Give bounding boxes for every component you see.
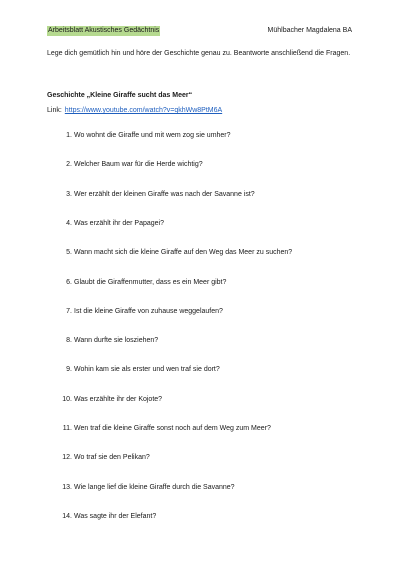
youtube-link[interactable]: https://www.youtube.com/watch?v=qkhWw8PtM6A	[64, 107, 223, 114]
story-link-line	[47, 106, 222, 116]
worksheet-title: Arbeitsblatt Akustisches Gedächtnis	[48, 27, 160, 34]
question-number: 2.	[66, 161, 72, 169]
question-text: Was sagte ihr der Elefant?	[74, 512, 157, 520]
link-label: Link:	[47, 107, 62, 114]
question-item	[59, 248, 359, 258]
question-text: Glaubt die Giraffenmutter, dass es ein Meer gibt?	[74, 278, 227, 286]
question-item	[59, 453, 359, 463]
question-item	[59, 365, 359, 375]
question-number: 1.	[66, 132, 72, 139]
question-item	[59, 512, 359, 522]
author-name: Mühlbacher Magdalena BA	[267, 27, 352, 34]
question-item	[59, 190, 359, 200]
page-header	[47, 26, 352, 36]
question-number: 13.	[62, 483, 72, 491]
question-number: 11.	[62, 425, 72, 432]
question-text: Wen traf die kleine Giraffe sonst noch auf dem Weg zum Meer?	[74, 425, 271, 432]
question-number: 5.	[66, 249, 72, 257]
question-item	[59, 131, 359, 141]
story-title: Geschichte „Kleine Giraffe sucht das Meer“	[47, 92, 193, 99]
question-number: 4.	[66, 219, 72, 227]
question-item	[59, 160, 359, 170]
question-number: 14.	[62, 512, 72, 520]
question-text: Wo wohnt die Giraffe und mit wem zog sie umher?	[74, 132, 231, 139]
question-text: Wann durfte sie losziehen?	[74, 337, 159, 345]
question-item	[59, 219, 359, 229]
question-number: 12.	[62, 454, 72, 462]
question-text: Wohin kam sie als erster und wen traf sie dort?	[74, 366, 220, 374]
question-item	[59, 278, 359, 288]
question-text: Wer erzählt der kleinen Giraffe was nach der Savanne ist?	[74, 190, 255, 198]
question-number: 6.	[66, 278, 72, 286]
question-text: Wie lange lief die kleine Giraffe durch die Savanne?	[74, 483, 235, 491]
question-item	[59, 307, 359, 317]
instructions-text: Lege dich gemütlich hin und höre der Geschichte genau zu. Beantworte anschließend die Fragen.	[47, 50, 351, 57]
question-item	[59, 424, 359, 434]
question-item	[59, 336, 359, 346]
question-text: Ist die kleine Giraffe von zuhause weggelaufen?	[74, 307, 223, 315]
question-number: 8.	[66, 337, 72, 345]
question-number: 9.	[66, 366, 72, 374]
question-text: Welcher Baum war für die Herde wichtig?	[74, 161, 203, 169]
question-text: Was erzählte ihr der Kojote?	[74, 395, 163, 403]
question-number: 10.	[62, 395, 72, 403]
question-item	[59, 395, 359, 405]
question-text: Was erzählt ihr der Papagei?	[74, 219, 165, 227]
question-text: Wo traf sie den Pelikan?	[74, 454, 150, 462]
question-number: 7.	[66, 307, 72, 315]
question-number: 3.	[66, 190, 72, 198]
question-text: Wann macht sich die kleine Giraffe auf den Weg das Meer zu suchen?	[74, 249, 293, 257]
question-item	[59, 483, 359, 493]
